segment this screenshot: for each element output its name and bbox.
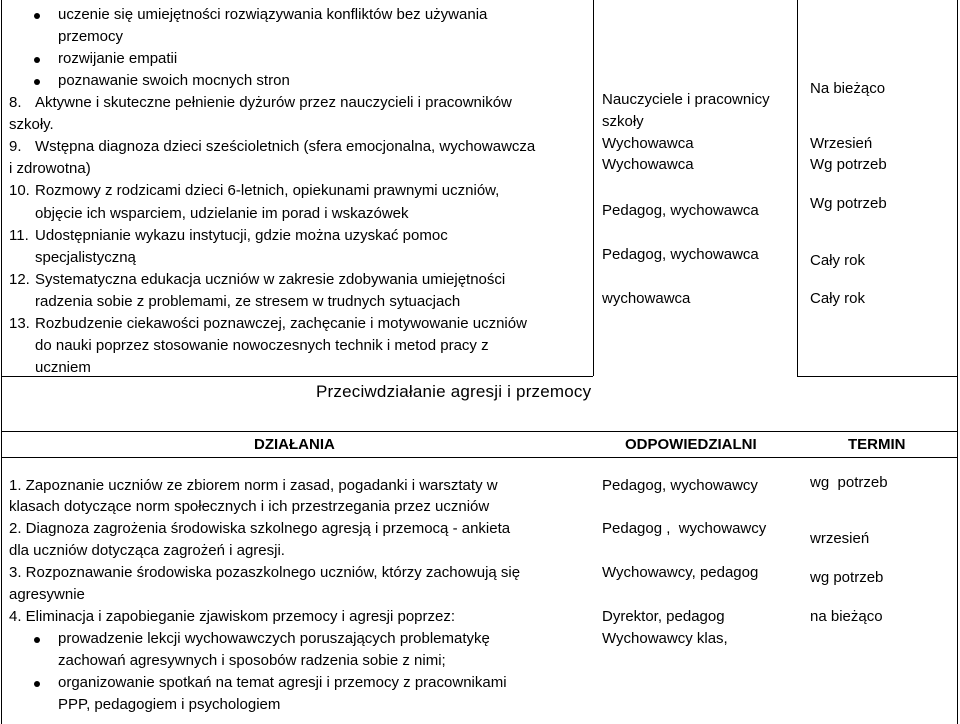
bullet-icon: [34, 79, 40, 85]
item-text: Wstępna diagnoza dzieci sześcioletnich (sfera emocjonalna, wychowawcza: [35, 138, 536, 155]
item-text: Rozmowy z rodzicami dzieci 6-letnich, opiekunami prawnymi uczniów,: [35, 182, 500, 199]
item-number: 13.: [9, 315, 30, 332]
responsible-cell: Pedagog, wychowawca: [602, 246, 759, 263]
term-cell: wrzesień: [810, 530, 870, 547]
action-text: 4. Eliminacja i zapobieganie zjawiskom przemocy i agresji poprzez:: [9, 608, 456, 625]
column-header-actions: DZIAŁANIA: [254, 436, 335, 453]
bullet-icon: [34, 13, 40, 19]
term-cell: Wg potrzeb: [810, 195, 887, 212]
bullet-text-continued: zachowań agresywnych i sposobów radzenia sobie z nimi;: [58, 652, 446, 669]
column-divider-1-top: [593, 0, 594, 376]
bullet-text: rozwijanie empatii: [58, 50, 178, 67]
term-cell: Na bieżąco: [810, 80, 886, 97]
column-header-term: TERMIN: [848, 436, 906, 453]
action-text: 1. Zapoznanie uczniów ze zbiorem norm i zasad, pogadanki i warsztaty w: [9, 477, 498, 494]
item-text: Rozbudzenie ciekawości poznawczej, zachęcanie i motywowanie uczniów: [35, 315, 527, 332]
item-text: Systematyczna edukacja uczniów w zakresie zdobywania umiejętności: [35, 271, 506, 288]
section-top-border-right: [797, 376, 957, 377]
responsible-cell: Wychowawcy klas,: [602, 630, 728, 647]
item-text: Udostępnianie wykazu instytucji, gdzie można uzyskać pomoc: [35, 227, 448, 244]
responsible-cell: Nauczyciele i pracownicy: [602, 91, 770, 108]
bullet-text: uczenie się umiejętności rozwiązywania konfliktów bez używania: [58, 6, 488, 23]
item-text-continued: do nauki poprzez stosowanie nowoczesnych technik i metod pracy z: [35, 337, 489, 354]
item-text-continued: uczniem: [35, 359, 91, 376]
responsible-cell: Wychowawcy, pedagog: [602, 564, 759, 581]
term-cell: Cały rok: [810, 252, 866, 269]
section-title: Przeciwdziałanie agresji i przemocy: [316, 382, 592, 401]
item-number: 8.: [9, 94, 22, 111]
section-title-bottom-border: [1, 431, 958, 432]
action-text-continued: dla uczniów dotycząca zagrożeń i agresji.: [9, 542, 285, 559]
term-cell: Wg potrzeb: [810, 156, 887, 173]
item-text-continued: radzenia sobie z problemami, ze stresem w trudnych sytuacjach: [35, 293, 461, 310]
action-text-continued: agresywnie: [9, 586, 85, 603]
bullet-text: poznawanie swoich mocnych stron: [58, 72, 290, 89]
item-number: 9.: [9, 138, 22, 155]
bullet-icon: [34, 681, 40, 687]
bullet-icon: [34, 637, 40, 643]
responsible-cell: Dyrektor, pedagog: [602, 608, 725, 625]
table-border-left: [1, 0, 2, 724]
term-cell: wg potrzeb: [810, 474, 888, 491]
item-number: 10.: [9, 182, 30, 199]
bullet-text: organizowanie spotkań na temat agresji i przemocy z pracownikami: [58, 674, 507, 691]
term-cell: Wrzesień: [810, 135, 873, 152]
term-cell: Cały rok: [810, 290, 866, 307]
responsible-cell: Pedagog, wychowawca: [602, 202, 759, 219]
action-text-continued: klasach dotyczące norm społecznych i ich przestrzegania przez uczniów: [9, 498, 490, 515]
item-text-continued: specjalistyczną: [35, 249, 136, 266]
responsible-cell: Wychowawca: [602, 156, 694, 173]
term-cell: na bieżąco: [810, 608, 883, 625]
responsible-cell: szkoły: [602, 113, 644, 130]
term-cell: wg potrzeb: [810, 569, 884, 586]
item-text-continued: i zdrowotna): [9, 160, 91, 177]
action-text: 2. Diagnoza zagrożenia środowiska szkolnego agresją i przemocą - ankieta: [9, 520, 511, 537]
column-divider-2-top: [797, 0, 798, 376]
table-border-right: [957, 0, 958, 724]
responsible-cell: Wychowawca: [602, 135, 694, 152]
bullet-icon: [34, 57, 40, 63]
header-row-bottom-border: [1, 457, 958, 458]
action-text: 3. Rozpoznawanie środowiska pozaszkolnego uczniów, którzy zachowują się: [9, 564, 521, 581]
responsible-cell: wychowawca: [602, 290, 691, 307]
bullet-text-continued: PPP, pedagogiem i psychologiem: [58, 696, 281, 713]
bullet-text-continued: przemocy: [58, 28, 124, 45]
item-number: 12.: [9, 271, 30, 288]
item-text: Aktywne i skuteczne pełnienie dyżurów przez nauczycieli i pracowników: [35, 94, 512, 111]
responsible-cell: Pedagog, wychowawcy: [602, 477, 758, 494]
responsible-cell: Pedagog , wychowawcy: [602, 520, 767, 537]
item-text-continued: szkoły.: [9, 116, 54, 133]
bullet-text: prowadzenie lekcji wychowawczych poruszających problematykę: [58, 630, 490, 647]
item-number: 11.: [9, 227, 29, 244]
column-header-responsible: ODPOWIEDZIALNI: [625, 436, 757, 453]
item-text-continued: objęcie ich wsparciem, udzielanie im porad i wskazówek: [35, 205, 409, 222]
